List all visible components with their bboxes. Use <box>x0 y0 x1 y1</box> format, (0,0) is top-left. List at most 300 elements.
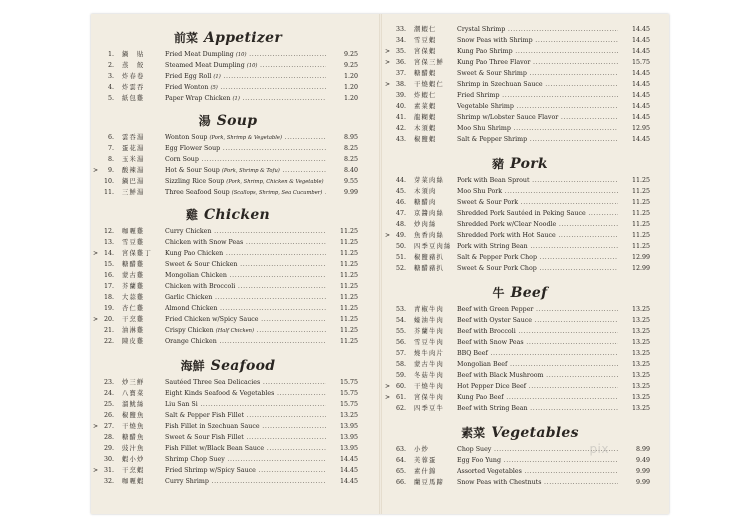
item-name-text: Three Seafood Soup <box>165 189 230 196</box>
item-name-text: Moo Shu Shrimp <box>457 125 511 132</box>
item-name-chinese: 素菜蝦 <box>414 103 437 110</box>
item-name-chinese: 蝦小炒 <box>122 456 145 463</box>
menu-item <box>390 208 650 219</box>
item-number: 38. <box>395 81 406 88</box>
item-note: (10) <box>235 52 247 58</box>
item-name-text: Beef with Snow Peas <box>457 339 524 346</box>
item-name-chinese: 四季豆牛 <box>414 405 444 412</box>
item-name-text: Paper Wrap Chicken <box>165 95 231 102</box>
section-title-chinese: 海鮮 <box>180 359 205 373</box>
item-name <box>457 35 618 46</box>
item-name-chinese: 咖喱蝦 <box>122 478 145 485</box>
item-price: 11.25 <box>339 261 358 268</box>
item-name <box>165 259 326 270</box>
item-name-text: Hot & Sour Soup <box>165 167 220 174</box>
item-price: 9.99 <box>635 479 650 486</box>
item-number: 50. <box>395 243 406 250</box>
item-number: 25. <box>103 401 114 408</box>
item-name-chinese: 宮保蝦 <box>414 48 437 55</box>
item-price: 13.95 <box>339 445 358 452</box>
item-name <box>165 336 326 347</box>
item-name-chinese: 蘭豆馬蹄 <box>414 479 444 486</box>
item-price: 11.25 <box>631 243 650 250</box>
item-name-text: Assorted Vegetables <box>457 468 522 475</box>
item-name <box>457 337 618 348</box>
item-name-text: Steamed Meat Dumpling <box>165 62 245 69</box>
item-price: 13.25 <box>631 317 650 324</box>
item-name-chinese: 鍋 貼 <box>122 51 145 58</box>
menu-item <box>98 377 358 388</box>
item-name <box>457 46 618 57</box>
item-price: 13.25 <box>631 372 650 379</box>
menu-item <box>390 186 650 197</box>
section-title: Soup <box>216 113 258 129</box>
item-name <box>165 154 326 165</box>
menu-item <box>390 304 650 315</box>
item-name <box>165 248 326 259</box>
section-header-seafood <box>98 355 358 374</box>
section-title-chinese: 豬 <box>492 157 505 171</box>
item-name <box>165 454 326 465</box>
item-number: 17. <box>103 283 114 290</box>
item-name-text: BBQ Beef <box>457 350 488 357</box>
item-name <box>165 399 326 410</box>
item-name-text: Beef with Green Pepper <box>457 306 534 313</box>
item-name <box>165 432 326 443</box>
item-name <box>165 226 326 237</box>
item-price: 14.45 <box>631 92 650 99</box>
item-price: 12.95 <box>631 125 650 132</box>
item-name-text: Fried Egg Roll <box>165 73 212 80</box>
item-name-text: Fried Chicken w/Spicy Sauce <box>165 316 259 323</box>
item-name-text: Fried Shrimp <box>457 92 500 99</box>
item-number: 11. <box>103 189 114 196</box>
item-note: (1) <box>213 74 221 80</box>
item-name-text: Sweet & Sour Pork Chop <box>457 265 537 272</box>
item-number: 6. <box>107 134 114 141</box>
item-name-chinese: 紙包雞 <box>122 95 145 102</box>
menu-item <box>98 388 358 399</box>
menu-item <box>93 314 358 325</box>
item-name-text: Liu San Si <box>165 401 198 408</box>
menu-item <box>98 303 358 314</box>
item-price: 13.25 <box>631 339 650 346</box>
menu-item <box>98 187 358 198</box>
item-name-text: Mongolian Chicken <box>165 272 227 279</box>
menu-item <box>98 336 358 347</box>
item-number: 32. <box>103 478 114 485</box>
item-price: 11.25 <box>339 250 358 257</box>
item-number: 63. <box>395 446 406 453</box>
spicy-marker-icon: > <box>385 394 391 401</box>
item-number: 48. <box>395 221 406 228</box>
item-number: 49. <box>395 232 406 239</box>
item-price: 11.25 <box>631 221 650 228</box>
item-name-text: Chicken with Broccoli <box>165 283 236 290</box>
item-number: 13. <box>103 239 114 246</box>
menu-item <box>390 90 650 101</box>
item-name <box>457 348 618 359</box>
item-price: 8.25 <box>343 145 358 152</box>
item-name <box>457 315 618 326</box>
item-name-text: Kung Pao Three Flavor <box>457 59 531 66</box>
menu-item <box>390 24 650 35</box>
menu-item <box>390 348 650 359</box>
item-name-text: Wonton Soup <box>165 134 208 141</box>
menu-item <box>98 176 358 187</box>
item-name-text: Fried Wonton <box>165 84 209 91</box>
watermark-text: pix <box>589 442 609 456</box>
item-name-chinese: 干燒蝦仁 <box>414 81 444 88</box>
item-name-chinese: 宮保三鮮 <box>414 59 444 66</box>
spicy-marker-icon: > <box>385 59 391 66</box>
item-name-text: Crispy Chicken <box>165 327 214 334</box>
item-number: 52. <box>395 265 406 272</box>
menu-item <box>98 237 358 248</box>
section-header-pork <box>390 153 650 172</box>
item-number: 56. <box>395 339 406 346</box>
menu-item <box>390 263 650 274</box>
menu-item <box>385 392 650 403</box>
item-number: 45. <box>395 188 406 195</box>
menu-item <box>390 444 650 455</box>
item-name-text: Snow Peas with Chestnuts <box>457 479 542 486</box>
item-name-chinese: 玉米湯 <box>122 156 145 163</box>
item-number: 41. <box>395 114 406 121</box>
item-name-chinese: 糖醋豬扒 <box>414 265 444 272</box>
item-number: 66. <box>395 479 406 486</box>
menu-item <box>390 123 650 134</box>
item-price: 14.45 <box>631 37 650 44</box>
menu-column-left <box>93 24 358 487</box>
menu-item <box>390 101 650 112</box>
menu-item <box>390 35 650 46</box>
item-name-text: Chop Suey <box>457 446 492 453</box>
section-header-chicken <box>98 204 358 223</box>
item-name-chinese: 糖醋雞 <box>122 261 145 268</box>
item-number: 36. <box>395 59 406 66</box>
item-price: 13.25 <box>631 328 650 335</box>
menu-item <box>390 455 650 466</box>
section-title-chinese: 前菜 <box>173 31 198 45</box>
item-name-chinese: 炒肉絲 <box>414 221 437 228</box>
item-name-chinese: 干燒牛肉 <box>414 383 444 390</box>
menu-item <box>385 230 650 241</box>
item-name-text: Egg Foo Yung <box>457 457 502 464</box>
item-price: 11.25 <box>339 228 358 235</box>
item-name-chinese: 干燒魚 <box>122 423 145 430</box>
item-name-chinese: 咖喱雞 <box>122 228 145 235</box>
item-price: 13.25 <box>631 361 650 368</box>
menu-item <box>98 49 358 60</box>
item-name-chinese: 炸雲吞 <box>122 84 145 91</box>
item-name <box>165 388 326 399</box>
item-name-text: Salt & Pepper Pork Chop <box>457 254 537 261</box>
item-price: 15.75 <box>631 59 650 66</box>
item-name-chinese: 炸春卷 <box>122 73 145 80</box>
item-name <box>457 304 618 315</box>
section-title-chinese: 牛 <box>492 286 505 300</box>
item-name-text: Crystal Shrimp <box>457 26 506 33</box>
spicy-marker-icon: > <box>385 232 391 239</box>
item-name-chinese: 干烹雞 <box>122 316 145 323</box>
spicy-marker-icon: > <box>93 250 99 257</box>
item-price: 13.25 <box>631 394 650 401</box>
menu-item <box>385 381 650 392</box>
section-title: Beef <box>510 285 548 301</box>
item-name-text: Vegetable Shrimp <box>457 103 514 110</box>
item-name-text: Shrimp in Szechuan Sauce <box>457 81 543 88</box>
menu-item <box>98 432 358 443</box>
item-number: 3. <box>107 73 114 80</box>
item-name-chinese: 蛋花湯 <box>122 145 145 152</box>
item-name-chinese: 酸辣湯 <box>122 167 145 174</box>
menu-item <box>98 143 358 154</box>
item-name <box>457 79 618 90</box>
section-title-chinese: 湯 <box>198 114 211 128</box>
item-name-chinese: 干烹蝦 <box>122 467 145 474</box>
menu-item <box>93 248 358 259</box>
menu-page <box>91 14 669 514</box>
menu-item <box>390 370 650 381</box>
item-price: 8.40 <box>343 167 358 174</box>
item-name-text: Shrimp Chop Suey <box>165 456 225 463</box>
menu-item <box>98 270 358 281</box>
section-header-appetizer <box>98 27 358 46</box>
item-name <box>165 303 326 314</box>
item-note: (Scallops, Shrimp, Sea Cucumber) <box>231 190 323 196</box>
item-name-chinese: 炒三鮮 <box>122 379 145 386</box>
item-name-text: Pork with String Bean <box>457 243 528 250</box>
menu-item <box>385 57 650 68</box>
item-price: 11.25 <box>631 210 650 217</box>
item-price: 11.25 <box>339 316 358 323</box>
item-number: 64. <box>395 457 406 464</box>
item-name-text: Shredded Pork w/Clear Noodle <box>457 221 557 228</box>
item-number: 59. <box>395 372 406 379</box>
item-price: 11.25 <box>339 283 358 290</box>
item-name <box>457 477 618 488</box>
item-note: (Pork, Shrimp, Chicken & Vegetable) <box>226 179 324 185</box>
menu-item <box>98 259 358 270</box>
item-note: (Half Chicken) <box>215 328 255 334</box>
section-header-vegetables <box>390 422 650 441</box>
item-name-text: Sweet & Sour Pork <box>457 199 519 206</box>
spicy-marker-icon: > <box>385 48 391 55</box>
item-name <box>457 186 618 197</box>
item-number: 34. <box>395 37 406 44</box>
item-name-chinese: 雪豆牛肉 <box>414 339 444 346</box>
item-name-chinese: 青椒牛肉 <box>414 306 444 313</box>
item-name <box>165 410 326 421</box>
section-header-beef <box>390 282 650 301</box>
item-price: 11.25 <box>339 327 358 334</box>
item-name-chinese: 糖醋蝦 <box>414 70 437 77</box>
item-name-chinese: 蒙古雞 <box>122 272 145 279</box>
item-name-text: Beef with Broccoli <box>457 328 516 335</box>
item-price: 11.25 <box>339 338 358 345</box>
item-number: 47. <box>395 210 406 217</box>
spicy-marker-icon: > <box>93 423 99 430</box>
item-name-text: Beef with Oyster Sauce <box>457 317 532 324</box>
item-name-chinese: 蠔油牛肉 <box>414 317 444 324</box>
item-name-text: Eight Kinds Seafood & Vegetables <box>165 390 275 397</box>
menu-item <box>98 476 358 487</box>
item-price: 13.25 <box>339 412 358 419</box>
section-header-soup <box>98 110 358 129</box>
item-price: 11.25 <box>339 305 358 312</box>
item-name-text: Shrimp w/Lobster Sauce Flavor <box>457 114 559 121</box>
item-name-text: Shredded Pork with Hot Sauce <box>457 232 556 239</box>
menu-item <box>390 134 650 145</box>
item-number: 39. <box>395 92 406 99</box>
item-name <box>165 237 326 248</box>
item-number: 61. <box>395 394 406 401</box>
item-name-text: Moo Shu Pork <box>457 188 503 195</box>
item-name-text: Pork with Bean Sprout <box>457 177 530 184</box>
item-name-chinese: 油淋雞 <box>122 327 145 334</box>
item-number: 53. <box>395 306 406 313</box>
item-name-text: Curry Chicken <box>165 228 212 235</box>
item-name-chinese: 溜魷絲 <box>122 401 145 408</box>
item-name-text: Fish Fillet w/Black Bean Sauce <box>165 445 265 452</box>
item-name <box>457 381 618 392</box>
item-name-text: Kung Pao Beef <box>457 394 504 401</box>
item-name <box>457 123 618 134</box>
item-name-text: Sweet & Sour Chicken <box>165 261 238 268</box>
item-price: 13.25 <box>631 405 650 412</box>
item-name-chinese: 芥蘭雞 <box>122 283 145 290</box>
item-name-chinese: 大蒜雞 <box>122 294 145 301</box>
item-number: 42. <box>395 125 406 132</box>
menu-item <box>390 315 650 326</box>
item-number: 60. <box>395 383 406 390</box>
item-name-text: Garlic Chicken <box>165 294 213 301</box>
item-number: 33. <box>395 26 406 33</box>
item-number: 31. <box>103 467 114 474</box>
item-name-text: Kung Pao Chicken <box>165 250 224 257</box>
menu-item <box>98 292 358 303</box>
item-price: 11.25 <box>339 294 358 301</box>
item-name-text: Almond Chicken <box>165 305 218 312</box>
menu-item <box>390 359 650 370</box>
item-name <box>165 270 326 281</box>
item-name-chinese: 宮保雞丁 <box>122 250 152 257</box>
spicy-marker-icon: > <box>93 316 99 323</box>
item-name-chinese: 杏仁雞 <box>122 305 145 312</box>
menu-item <box>98 132 358 143</box>
menu-item <box>390 219 650 230</box>
item-name <box>165 187 326 199</box>
menu-item <box>385 79 650 90</box>
item-number: 65. <box>395 468 406 475</box>
menu-item <box>390 466 650 477</box>
item-name-text: Fish Fillet in Szechuan Sauce <box>165 423 260 430</box>
menu-item <box>98 82 358 93</box>
item-price: 13.95 <box>339 434 358 441</box>
item-number: 44. <box>395 177 406 184</box>
item-number: 57. <box>395 350 406 357</box>
item-price: 14.45 <box>631 26 650 33</box>
item-name-text: Curry Shrimp <box>165 478 209 485</box>
item-price: 12.99 <box>631 254 650 261</box>
menu-item <box>390 337 650 348</box>
item-name-chinese: 芽菜肉絲 <box>414 177 444 184</box>
item-number: 26. <box>103 412 114 419</box>
item-name <box>457 252 618 263</box>
item-note: (1) <box>232 96 240 102</box>
item-number: 35. <box>395 48 406 55</box>
item-number: 43. <box>395 136 406 143</box>
item-price: 13.25 <box>631 306 650 313</box>
item-price: 13.25 <box>631 383 650 390</box>
item-price: 8.25 <box>343 156 358 163</box>
item-number: 21. <box>103 327 114 334</box>
item-number: 28. <box>103 434 114 441</box>
item-name-chinese: 陳皮雞 <box>122 338 145 345</box>
item-name-chinese: 小炒 <box>414 446 429 453</box>
item-name <box>457 466 618 477</box>
item-price: 15.75 <box>339 401 358 408</box>
item-name-chinese: 宮保牛肉 <box>414 394 444 401</box>
item-name-text: Egg Flower Soup <box>165 145 221 152</box>
item-name-chinese: 木須肉 <box>414 188 437 195</box>
item-name <box>457 24 618 35</box>
item-price: 14.45 <box>631 103 650 110</box>
item-price: 1.20 <box>343 95 358 102</box>
item-name <box>165 292 326 303</box>
item-name <box>457 175 618 186</box>
item-name-text: Sweet & Sour Fish Fillet <box>165 434 244 441</box>
item-name-text: Corn Soup <box>165 156 199 163</box>
section-title: Seafood <box>210 358 276 374</box>
item-name-chinese: 豉汁魚 <box>122 445 145 452</box>
menu-item <box>98 443 358 454</box>
item-price: 8.95 <box>343 134 358 141</box>
menu-item <box>98 93 358 104</box>
item-price: 14.45 <box>631 136 650 143</box>
section-title-chinese: 雞 <box>185 208 198 222</box>
item-name-text: Orange Chicken <box>165 338 217 345</box>
item-number: 24. <box>103 390 114 397</box>
menu-item <box>98 154 358 165</box>
item-name <box>457 219 618 230</box>
item-number: 37. <box>395 70 406 77</box>
item-name <box>165 476 326 487</box>
menu-item <box>93 465 358 476</box>
item-number: 22. <box>103 338 114 345</box>
item-name-text: Sweet & Sour Shrimp <box>457 70 527 77</box>
spicy-marker-icon: > <box>93 467 99 474</box>
item-note: (Pork, Shrimp & Tofu) <box>221 168 280 174</box>
item-price: 9.25 <box>343 62 358 69</box>
menu-item <box>98 399 358 410</box>
item-name-text: Beef with String Bean <box>457 405 528 412</box>
item-number: 8. <box>107 156 114 163</box>
item-number: 46. <box>395 199 406 206</box>
item-number: 7. <box>107 145 114 152</box>
page-fold <box>379 14 382 514</box>
item-price: 14.45 <box>631 48 650 55</box>
item-number: 29. <box>103 445 114 452</box>
item-note: (Pork, Shrimp & Vegetable) <box>209 135 283 141</box>
item-note: (5) <box>210 85 218 91</box>
menu-item <box>98 281 358 292</box>
menu-item <box>98 71 358 82</box>
menu-item <box>98 60 358 71</box>
item-name <box>457 101 618 112</box>
item-name-text: Hot Pepper Dice Beef <box>457 383 527 390</box>
